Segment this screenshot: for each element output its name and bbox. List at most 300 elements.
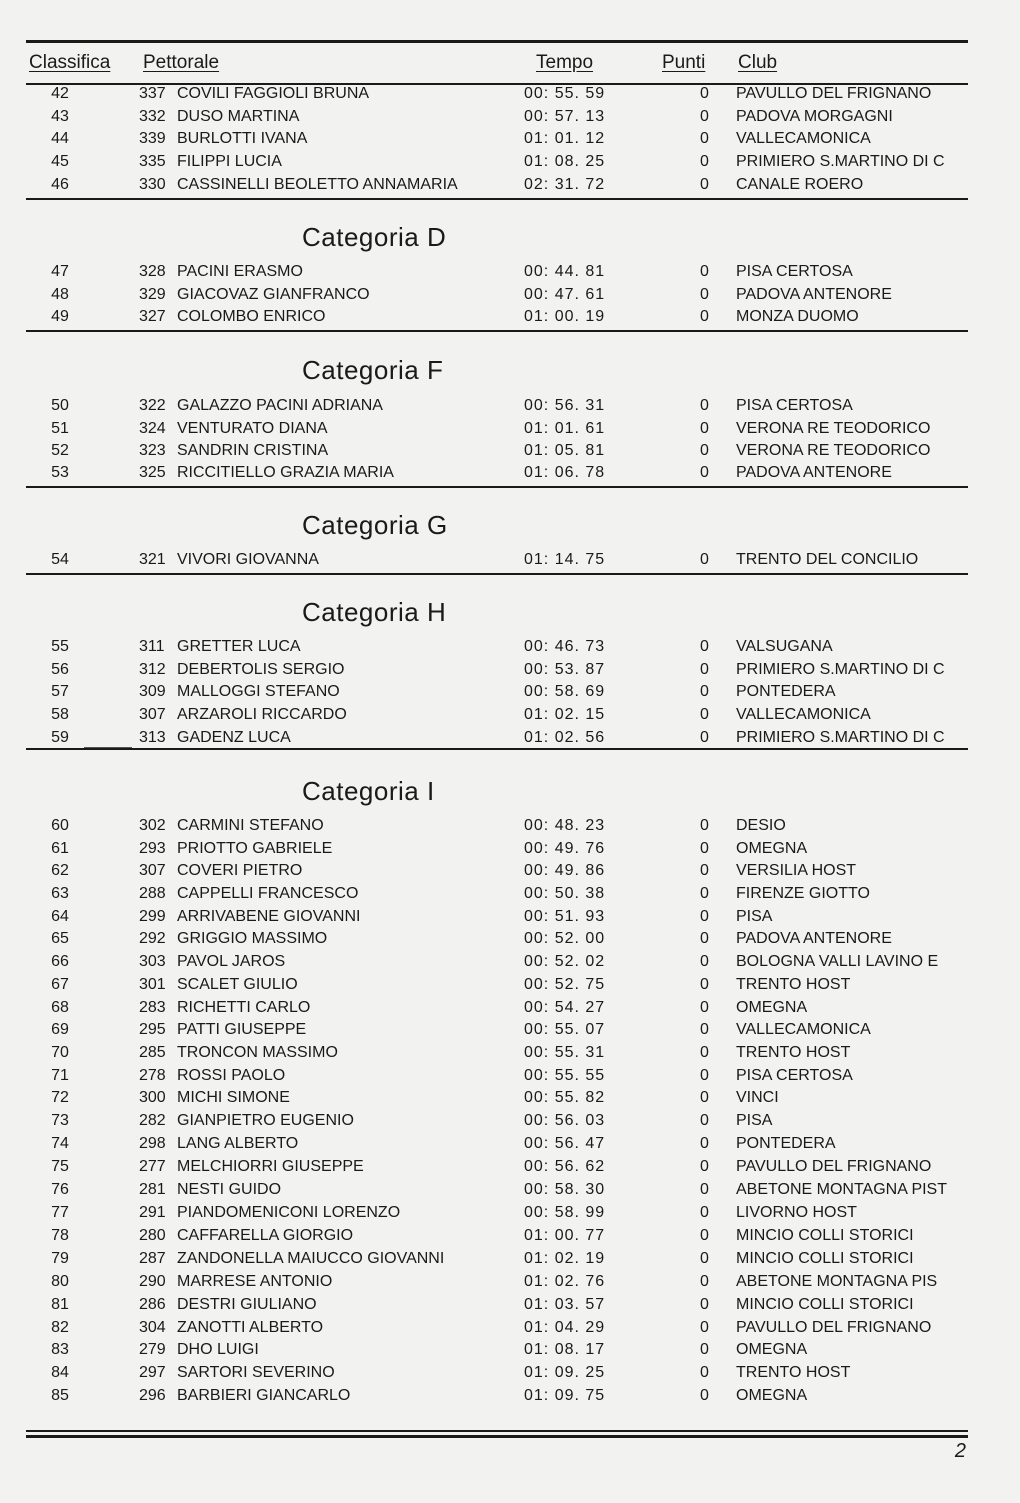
result-row (0, 704, 1020, 726)
cell-bib: 287 (139, 1250, 166, 1267)
cell-time: 00: 56. 03 (524, 1112, 606, 1129)
cell-club: VALSUGANA (736, 638, 833, 655)
cell-name: PIANDOMENICONI LORENZO (177, 1204, 401, 1221)
cell-club: VALLECAMONICA (736, 130, 871, 147)
cell-pos: 85 (51, 1387, 69, 1404)
cell-bib: 304 (139, 1319, 166, 1336)
cell-bib: 330 (139, 176, 166, 193)
cell-pos: 45 (51, 153, 69, 170)
cell-pts: 0 (700, 976, 709, 993)
result-row (0, 883, 1020, 905)
cell-club: PRIMIERO S.MARTINO DI C (736, 661, 945, 678)
cell-pos: 56 (51, 661, 69, 678)
result-row (0, 1294, 1020, 1316)
cell-time: 01: 04. 29 (524, 1319, 606, 1336)
cell-time: 00: 55. 55 (524, 1067, 606, 1084)
cell-pts: 0 (700, 885, 709, 902)
cell-bib: 293 (139, 840, 166, 857)
cell-name: COVILI FAGGIOLI BRUNA (177, 85, 370, 102)
cell-time: 00: 55. 82 (524, 1089, 606, 1106)
cell-pts: 0 (700, 862, 709, 879)
cell-name: VENTURATO DIANA (177, 420, 328, 437)
result-row (0, 174, 1020, 196)
cell-club: FIRENZE GIOTTO (736, 885, 870, 902)
cell-pts: 0 (700, 1341, 709, 1358)
cell-club: PAVULLO DEL FRIGNANO (736, 1158, 932, 1175)
cell-time: 01: 02. 76 (524, 1273, 606, 1290)
cell-pts: 0 (700, 420, 709, 437)
section-rule (26, 486, 968, 488)
cell-time: 00: 55. 59 (524, 85, 606, 102)
cell-pts: 0 (700, 551, 709, 568)
cell-pos: 58 (51, 706, 69, 723)
cell-pos: 70 (51, 1044, 69, 1061)
cell-pos: 51 (51, 420, 69, 437)
result-row (0, 1019, 1020, 1041)
section-rule (26, 330, 968, 332)
cell-bib: 278 (139, 1067, 166, 1084)
result-row (0, 395, 1020, 417)
cell-time: 01: 09. 75 (524, 1387, 606, 1404)
cell-name: DHO LUIGI (177, 1341, 259, 1358)
cell-name: MALLOGGI STEFANO (177, 683, 340, 700)
cell-name: TRONCON MASSIMO (177, 1044, 338, 1061)
cell-name: BARBIERI GIANCARLO (177, 1387, 351, 1404)
cell-pos: 66 (51, 953, 69, 970)
cell-pos: 62 (51, 862, 69, 879)
cell-pos: 52 (51, 442, 69, 459)
cell-time: 01: 06. 78 (524, 464, 606, 481)
cell-bib: 288 (139, 885, 166, 902)
cell-pts: 0 (700, 1135, 709, 1152)
cell-name: GALAZZO PACINI ADRIANA (177, 397, 383, 414)
header-classifica: Classifica (29, 52, 111, 73)
cell-name: ROSSI PAOLO (177, 1067, 286, 1084)
cell-club: OMEGNA (736, 999, 808, 1016)
category-heading: Categoria F (302, 355, 444, 385)
cell-bib: 290 (139, 1273, 166, 1290)
cell-club: MONZA DUOMO (736, 308, 859, 325)
cell-name: ARRIVABENE GIOVANNI (177, 908, 361, 925)
cell-club: PRIMIERO S.MARTINO DI C (736, 729, 945, 746)
cell-bib: 283 (139, 999, 166, 1016)
cell-pos: 67 (51, 976, 69, 993)
result-row (0, 1248, 1020, 1270)
cell-time: 01: 08. 17 (524, 1341, 606, 1358)
cell-bib: 321 (139, 551, 166, 568)
cell-club: VERONA RE TEODORICO (736, 420, 931, 437)
cell-pts: 0 (700, 1181, 709, 1198)
result-row (0, 860, 1020, 882)
cell-bib: 324 (139, 420, 166, 437)
cell-pts: 0 (700, 1250, 709, 1267)
cell-pos: 74 (51, 1135, 69, 1152)
cell-bib: 307 (139, 862, 166, 879)
cell-pts: 0 (700, 908, 709, 925)
bottom-rule-heavy (26, 1435, 968, 1438)
cell-name: SCALET GIULIO (177, 976, 298, 993)
cell-club: DESIO (736, 817, 786, 834)
cell-pts: 0 (700, 442, 709, 459)
category-heading: Categoria D (302, 222, 447, 252)
result-row (0, 906, 1020, 928)
cell-time: 00: 48. 23 (524, 817, 606, 834)
cell-pos: 82 (51, 1319, 69, 1336)
header-pettorale: Pettorale (143, 52, 220, 73)
cell-name: DUSO MARTINA (177, 108, 300, 125)
cell-pts: 0 (700, 85, 709, 102)
cell-pts: 0 (700, 464, 709, 481)
cell-club: TRENTO HOST (736, 1364, 851, 1381)
cell-pts: 0 (700, 308, 709, 325)
cell-time: 00: 50. 38 (524, 885, 606, 902)
result-row (0, 106, 1020, 128)
cell-club: PRIMIERO S.MARTINO DI C (736, 153, 945, 170)
cell-pts: 0 (700, 729, 709, 746)
cell-name: ARZAROLI RICCARDO (177, 706, 347, 723)
result-row (0, 151, 1020, 173)
cell-bib: 313 (139, 729, 166, 746)
cell-time: 00: 57. 13 (524, 108, 606, 125)
cell-name: GRETTER LUCA (177, 638, 301, 655)
cell-pos: 57 (51, 683, 69, 700)
cell-time: 00: 47. 61 (524, 286, 606, 303)
result-row (0, 462, 1020, 484)
cell-pts: 0 (700, 1021, 709, 1038)
cell-pts: 0 (700, 661, 709, 678)
cell-pos: 69 (51, 1021, 69, 1038)
cell-bib: 335 (139, 153, 166, 170)
cell-pts: 0 (700, 176, 709, 193)
cell-time: 00: 58. 99 (524, 1204, 606, 1221)
cell-pos: 77 (51, 1204, 69, 1221)
cell-club: TRENTO DEL CONCILIO (736, 551, 919, 568)
cell-time: 00: 46. 73 (524, 638, 606, 655)
result-row (0, 1042, 1020, 1064)
result-row (0, 838, 1020, 860)
result-row (0, 815, 1020, 837)
cell-bib: 307 (139, 706, 166, 723)
cell-time: 00: 56. 62 (524, 1158, 606, 1175)
cell-pos: 72 (51, 1089, 69, 1106)
cell-club: TRENTO HOST (736, 1044, 851, 1061)
result-row (0, 659, 1020, 681)
result-row (0, 997, 1020, 1019)
cell-club: OMEGNA (736, 840, 808, 857)
cell-pos: 64 (51, 908, 69, 925)
cell-bib: 291 (139, 1204, 166, 1221)
cell-time: 01: 01. 61 (524, 420, 606, 437)
result-row (0, 261, 1020, 283)
cell-name: BURLOTTI IVANA (177, 130, 308, 147)
cell-pts: 0 (700, 1273, 709, 1290)
cell-pos: 43 (51, 108, 69, 125)
cell-time: 00: 56. 47 (524, 1135, 606, 1152)
cell-bib: 298 (139, 1135, 166, 1152)
cell-time: 00: 56. 31 (524, 397, 606, 414)
cell-bib: 277 (139, 1158, 166, 1175)
cell-bib: 285 (139, 1044, 166, 1061)
section-rule (26, 198, 968, 200)
cell-name: DESTRI GIULIANO (177, 1296, 317, 1313)
cell-bib: 329 (139, 286, 166, 303)
cell-bib: 337 (139, 85, 166, 102)
cell-club: MINCIO COLLI STORICI (736, 1227, 914, 1244)
cell-bib: 296 (139, 1387, 166, 1404)
cell-bib: 279 (139, 1341, 166, 1358)
cell-pts: 0 (700, 683, 709, 700)
cell-club: ABETONE MONTAGNA PIS (736, 1273, 938, 1290)
cell-pos: 44 (51, 130, 69, 147)
cell-bib: 295 (139, 1021, 166, 1038)
header-punti: Punti (662, 52, 706, 73)
result-row (0, 1110, 1020, 1132)
cell-bib: 292 (139, 930, 166, 947)
cell-bib: 297 (139, 1364, 166, 1381)
result-row (0, 1317, 1020, 1339)
cell-pts: 0 (700, 706, 709, 723)
cell-pos: 63 (51, 885, 69, 902)
cell-time: 01: 09. 25 (524, 1364, 606, 1381)
result-row (0, 636, 1020, 658)
result-row (0, 681, 1020, 703)
cell-bib: 282 (139, 1112, 166, 1129)
cell-pts: 0 (700, 638, 709, 655)
cell-name: SANDRIN CRISTINA (177, 442, 329, 459)
cell-bib: 303 (139, 953, 166, 970)
cell-club: PADOVA ANTENORE (736, 464, 892, 481)
cell-pts: 0 (700, 130, 709, 147)
cell-time: 00: 49. 86 (524, 862, 606, 879)
cell-time: 00: 58. 69 (524, 683, 606, 700)
cell-name: MELCHIORRI GIUSEPPE (177, 1158, 364, 1175)
cell-pts: 0 (700, 840, 709, 857)
cell-name: PAVOL JAROS (177, 953, 286, 970)
cell-time: 01: 00. 77 (524, 1227, 606, 1244)
cell-pos: 50 (51, 397, 69, 414)
cell-pts: 0 (700, 1089, 709, 1106)
result-row (0, 1339, 1020, 1361)
cell-bib: 281 (139, 1181, 166, 1198)
cell-pts: 0 (700, 1112, 709, 1129)
cell-time: 01: 14. 75 (524, 551, 606, 568)
cell-name: CAFFARELLA GIORGIO (177, 1227, 354, 1244)
result-row (0, 1133, 1020, 1155)
cell-club: PISA CERTOSA (736, 1067, 853, 1084)
cell-name: GIACOVAZ GIANFRANCO (177, 286, 370, 303)
cell-pos: 81 (51, 1296, 69, 1313)
cell-name: GIANPIETRO EUGENIO (177, 1112, 354, 1129)
cell-pos: 71 (51, 1067, 69, 1084)
cell-club: PADOVA ANTENORE (736, 930, 892, 947)
cell-pos: 83 (51, 1341, 69, 1358)
cell-club: TRENTO HOST (736, 976, 851, 993)
cell-name: GRIGGIO MASSIMO (177, 930, 328, 947)
cell-club: LIVORNO HOST (736, 1204, 857, 1221)
cell-pos: 75 (51, 1158, 69, 1175)
cell-name: PACINI ERASMO (177, 263, 303, 280)
cell-bib: 301 (139, 976, 166, 993)
cell-bib: 339 (139, 130, 166, 147)
cell-pos: 76 (51, 1181, 69, 1198)
cell-name: LANG ALBERTO (177, 1135, 299, 1152)
cell-club: VERONA RE TEODORICO (736, 442, 931, 459)
cell-pts: 0 (700, 1158, 709, 1175)
header-tempo: Tempo (536, 52, 594, 73)
cell-bib: 280 (139, 1227, 166, 1244)
cell-pts: 0 (700, 999, 709, 1016)
leader-line (84, 747, 132, 748)
cell-club: PONTEDERA (736, 1135, 836, 1152)
result-row (0, 83, 1020, 105)
cell-name: MARRESE ANTONIO (177, 1273, 333, 1290)
section-rule (26, 748, 968, 750)
cell-pos: 73 (51, 1112, 69, 1129)
cell-name: MICHI SIMONE (177, 1089, 290, 1106)
cell-club: BOLOGNA VALLI LAVINO E (736, 953, 939, 970)
cell-pos: 49 (51, 308, 69, 325)
cell-time: 01: 03. 57 (524, 1296, 606, 1313)
cell-name: ZANOTTI ALBERTO (177, 1319, 324, 1336)
cell-pos: 84 (51, 1364, 69, 1381)
cell-club: MINCIO COLLI STORICI (736, 1296, 914, 1313)
cell-club: CANALE ROERO (736, 176, 864, 193)
cell-club: PADOVA ANTENORE (736, 286, 892, 303)
cell-club: PONTEDERA (736, 683, 836, 700)
result-row (0, 128, 1020, 150)
cell-name: VIVORI GIOVANNA (177, 551, 319, 568)
cell-pos: 47 (51, 263, 69, 280)
result-row (0, 440, 1020, 462)
cell-time: 01: 01. 12 (524, 130, 606, 147)
cell-bib: 332 (139, 108, 166, 125)
cell-pts: 0 (700, 1319, 709, 1336)
result-row (0, 1087, 1020, 1109)
cell-club: PAVULLO DEL FRIGNANO (736, 1319, 932, 1336)
cell-name: NESTI GUIDO (177, 1181, 282, 1198)
page-number: 2 (954, 1440, 966, 1462)
cell-time: 00: 54. 27 (524, 999, 606, 1016)
cell-name: GADENZ LUCA (177, 729, 291, 746)
section-rule (26, 573, 968, 575)
cell-club: PISA (736, 908, 773, 925)
cell-pts: 0 (700, 1067, 709, 1084)
cell-time: 00: 52. 02 (524, 953, 606, 970)
result-row (0, 1202, 1020, 1224)
result-row (0, 951, 1020, 973)
cell-club: VERSILIA HOST (736, 862, 857, 879)
cell-club: PISA (736, 1112, 773, 1129)
cell-name: CARMINI STEFANO (177, 817, 324, 834)
cell-time: 00: 58. 30 (524, 1181, 606, 1198)
category-heading: Categoria G (302, 510, 448, 540)
cell-bib: 327 (139, 308, 166, 325)
cell-club: VINCI (736, 1089, 779, 1106)
cell-pts: 0 (700, 286, 709, 303)
result-row (0, 284, 1020, 306)
cell-pts: 0 (700, 1044, 709, 1061)
cell-bib: 302 (139, 817, 166, 834)
result-row (0, 549, 1020, 571)
cell-pos: 68 (51, 999, 69, 1016)
cell-club: OMEGNA (736, 1341, 808, 1358)
cell-club: PADOVA MORGAGNI (736, 108, 893, 125)
header-club: Club (738, 52, 778, 73)
result-row (0, 1385, 1020, 1407)
cell-bib: 325 (139, 464, 166, 481)
cell-time: 00: 49. 76 (524, 840, 606, 857)
category-heading: Categoria H (302, 597, 447, 627)
cell-time: 00: 52. 00 (524, 930, 606, 947)
cell-pos: 59 (51, 729, 69, 746)
cell-time: 01: 05. 81 (524, 442, 606, 459)
cell-pts: 0 (700, 1296, 709, 1313)
cell-time: 00: 51. 93 (524, 908, 606, 925)
cell-name: COVERI PIETRO (177, 862, 303, 879)
cell-pts: 0 (700, 1387, 709, 1404)
cell-pts: 0 (700, 817, 709, 834)
result-row (0, 1065, 1020, 1087)
cell-bib: 299 (139, 908, 166, 925)
cell-club: VALLECAMONICA (736, 1021, 871, 1038)
result-row (0, 928, 1020, 950)
cell-time: 01: 02. 15 (524, 706, 606, 723)
cell-pos: 55 (51, 638, 69, 655)
cell-bib: 323 (139, 442, 166, 459)
cell-club: VALLECAMONICA (736, 706, 871, 723)
cell-club: PAVULLO DEL FRIGNANO (736, 85, 932, 102)
result-row (0, 1179, 1020, 1201)
cell-pts: 0 (700, 108, 709, 125)
cell-name: RICHETTI CARLO (177, 999, 311, 1016)
cell-name: COLOMBO ENRICO (177, 308, 326, 325)
cell-pos: 79 (51, 1250, 69, 1267)
result-row (0, 1225, 1020, 1247)
cell-time: 01: 08. 25 (524, 153, 606, 170)
cell-name: DEBERTOLIS SERGIO (177, 661, 345, 678)
category-heading: Categoria I (302, 776, 435, 806)
cell-pos: 48 (51, 286, 69, 303)
cell-name: ZANDONELLA MAIUCCO GIOVANNI (177, 1250, 445, 1267)
cell-name: FILIPPI LUCIA (177, 153, 282, 170)
cell-club: OMEGNA (736, 1387, 808, 1404)
cell-bib: 322 (139, 397, 166, 414)
top-rule (26, 40, 968, 43)
cell-pos: 54 (51, 551, 69, 568)
result-row (0, 727, 1020, 749)
result-row (0, 1271, 1020, 1293)
cell-club: ABETONE MONTAGNA PIST (736, 1181, 947, 1198)
cell-bib: 328 (139, 263, 166, 280)
cell-pos: 61 (51, 840, 69, 857)
cell-pts: 0 (700, 397, 709, 414)
cell-bib: 309 (139, 683, 166, 700)
cell-club: PISA CERTOSA (736, 397, 853, 414)
cell-name: CASSINELLI BEOLETTO ANNAMARIA (177, 176, 458, 193)
cell-bib: 286 (139, 1296, 166, 1313)
cell-pos: 53 (51, 464, 69, 481)
cell-pos: 78 (51, 1227, 69, 1244)
cell-pts: 0 (700, 263, 709, 280)
result-row (0, 974, 1020, 996)
result-row (0, 1156, 1020, 1178)
cell-bib: 311 (139, 638, 165, 655)
cell-name: CAPPELLI FRANCESCO (177, 885, 359, 902)
cell-pts: 0 (700, 1364, 709, 1381)
bottom-rule (26, 1430, 968, 1432)
cell-time: 00: 55. 31 (524, 1044, 606, 1061)
cell-club: MINCIO COLLI STORICI (736, 1250, 914, 1267)
